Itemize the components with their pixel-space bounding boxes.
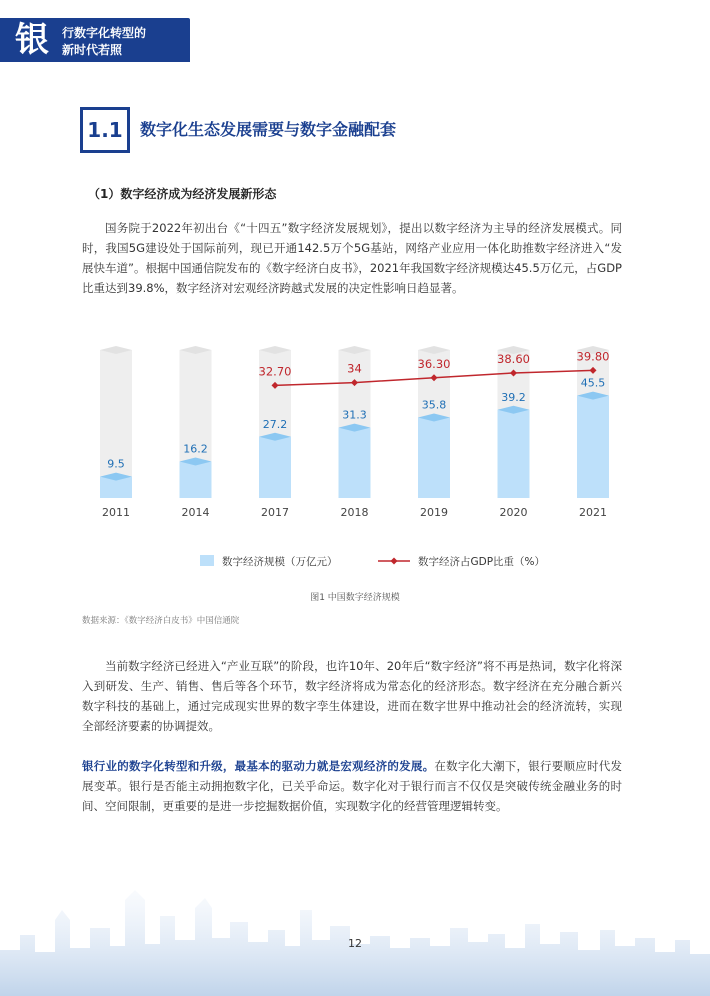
legend-swatch-bar <box>200 555 214 566</box>
gdp-share-label-2020: 38.60 <box>497 351 530 366</box>
paragraph-2: 当前数字经济已经进入“产业互联”的阶段，也许10年、20年后“数字经济”将不再是热词，数字化将深入到研发、生产、销售、售后等各个环节，数字经济将成为常态化的经济形态。数字经济在充分融合新兴数字科技的基础上，通过完成现实世界的数字孪生体建设，进而在数字世界中推动社会的经济流转，实现全部经济要素的协调提效。 <box>82 659 622 733</box>
subheading: （1）数字经济成为经济发展新形态 <box>88 187 277 201</box>
data-source: 数据来源：《数字经济白皮书》中国信通院 <box>82 616 240 626</box>
header-logo-glyph: 银 <box>15 20 49 60</box>
x-tick-label-2018: 2018 <box>340 506 369 519</box>
bar-label-2020: 39.2 <box>501 390 526 404</box>
header-title-line2: 新时代若照 <box>62 43 123 57</box>
paragraph-3-bold: 银行业的数字化转型和升级，最基本的驱动力就是宏观经济的发展。 <box>82 759 435 773</box>
bar-label-2021: 45.5 <box>580 376 606 390</box>
legend-label-bar: 数字经济规模（万亿元） <box>222 556 338 568</box>
bar-2018 <box>339 428 371 498</box>
x-tick-label-2021: 2021 <box>579 506 607 519</box>
figure-caption: 图1 中国数字经济规模 <box>310 593 400 603</box>
x-tick-label-2020: 2020 <box>499 506 528 519</box>
x-tick-label-2014: 2014 <box>181 506 210 519</box>
paragraph-3 <box>82 756 622 816</box>
bar-label-2019: 35.8 <box>421 398 447 412</box>
section-heading <box>80 107 640 151</box>
header-title-line1: 行数字化转型的 <box>62 26 147 40</box>
gdp-share-label-2021: 39.80 <box>576 349 610 364</box>
bar-2020 <box>498 410 530 498</box>
legend-line-marker <box>391 558 398 565</box>
bar-2014 <box>180 462 212 498</box>
gdp-share-label-2017: 32.70 <box>258 364 292 379</box>
section-number: 1.1 <box>80 107 130 153</box>
digital-economy-chart <box>80 340 630 580</box>
bar-2017 <box>259 437 291 498</box>
header-banner <box>0 18 190 62</box>
gdp-share-label-2019: 36.30 <box>417 356 451 371</box>
bar-label-2017: 27.2 <box>262 417 288 431</box>
x-tick-label-2017: 2017 <box>261 506 289 519</box>
bar-2019 <box>418 417 450 498</box>
paragraph-1: 国务院于2022年初出台《“十四五”数字经济发展规划》，提出以数字经济为主导的经济发展模式。同时，我国5G建设处于国际前列，现已开通142.5万个5G基站，网络产业应用一体化助推数字经济进入“发展快车道”。根据中国通信院发布的《数字经济白皮书》，2021年我国数字经济规模达45.5万亿元，占GDP比重达到39.8%，数字经济对宏观经济跨越式发展的决定性影响日趋显著。 <box>82 221 622 295</box>
legend-label-line: 数字经济占GDP比重（%） <box>418 556 546 568</box>
bar-label-2014: 16.2 <box>183 442 208 456</box>
page-number: 12 <box>348 937 362 950</box>
x-tick-label-2019: 2019 <box>420 506 448 519</box>
x-tick-label-2011: 2011 <box>102 506 130 519</box>
bar-label-2011: 9.5 <box>107 457 125 471</box>
bar-2021 <box>577 396 609 498</box>
section-title: 数字化生态发展需要与数字金融配套 <box>140 120 397 139</box>
bar-label-2018: 31.3 <box>342 408 367 422</box>
gdp-share-label-2018: 34 <box>347 361 362 376</box>
paragraph-3-rest: 在数字化大潮下，银行要顺应时代发展变革。银行是否能主动拥抱数字化，已关乎命运。数字化对于银行而言不仅仅是突破传统金融业务的时间、空间限制，更重要的是进一步挖掘数据价值，实现数字化的经营管理逻辑转变。 <box>82 759 623 813</box>
